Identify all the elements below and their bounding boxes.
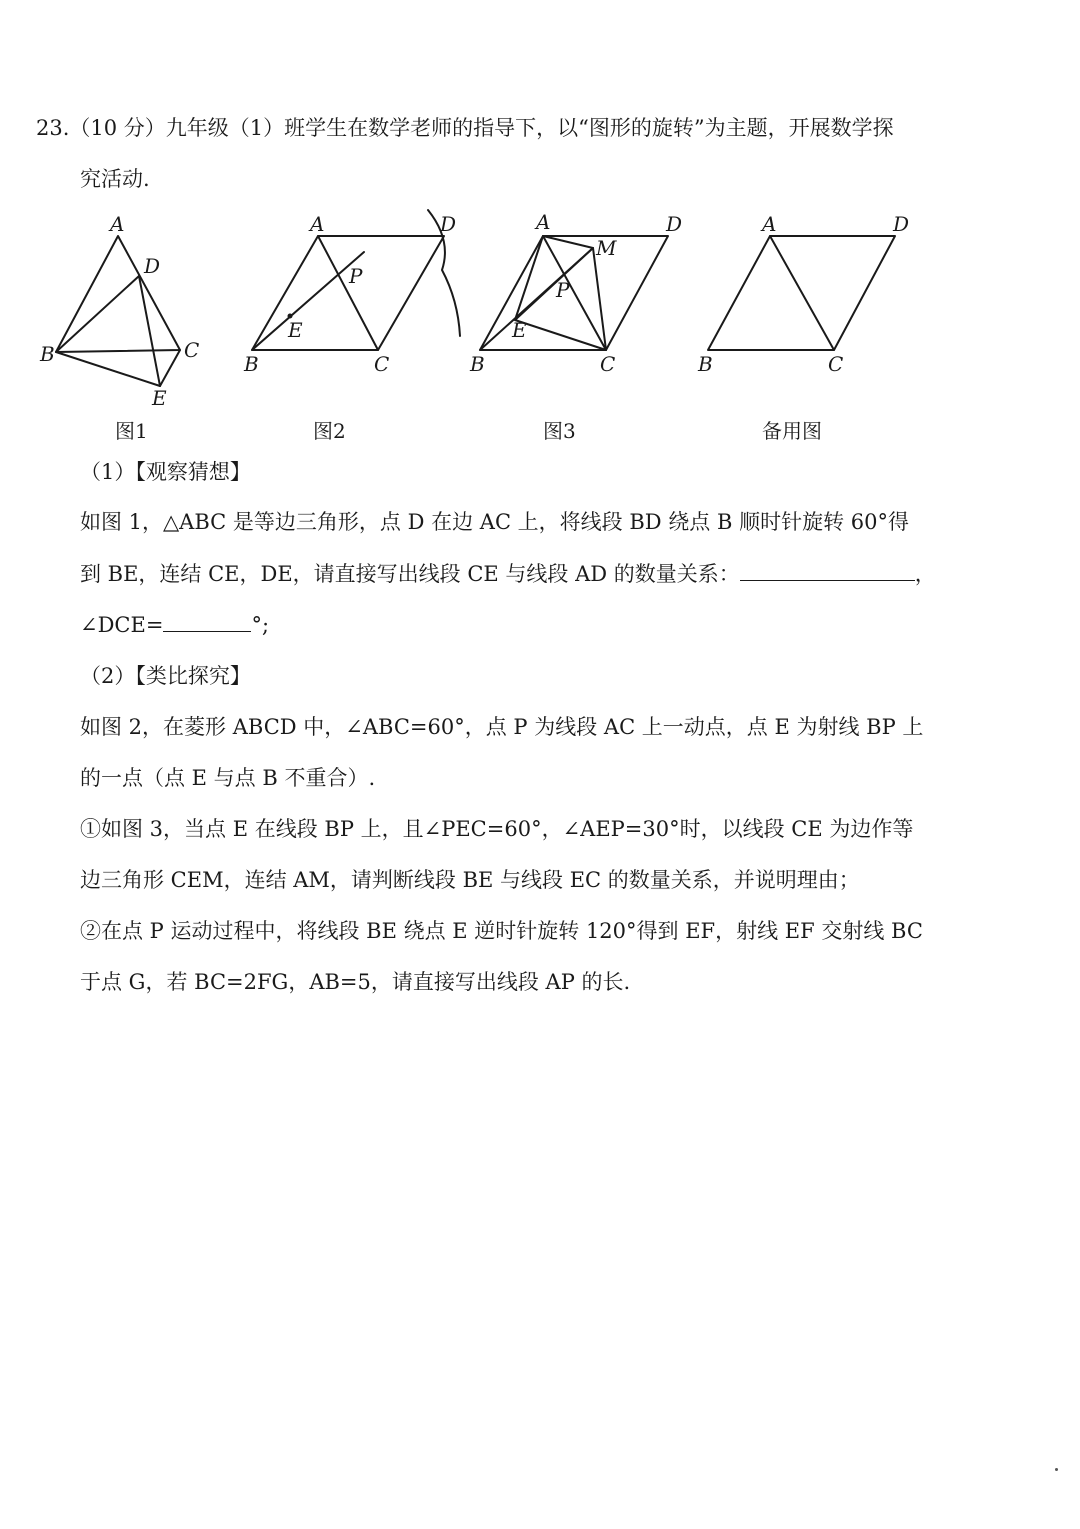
part1-line-3 <box>80 610 269 640</box>
part1-heading: （1）【观察猜想】 <box>80 460 251 484</box>
part2-line-5: ②在点 P 运动过程中，将线段 BE 绕点 E 逆时针旋转 120°得到 EF，射线 EF 交射线 BC <box>80 919 923 943</box>
part2-line-6: 于点 G，若 BC=2FG，AB=5，请直接写出线段 AP 的长. <box>80 970 631 994</box>
spare-label-b: B <box>698 352 713 376</box>
fig2-label-e: E <box>288 318 303 342</box>
fig3-segment-mc <box>593 248 606 350</box>
part1-line-2 <box>80 559 936 589</box>
fig1-label-b: B <box>40 342 55 366</box>
spare-figure-rhombus <box>708 236 895 350</box>
fig3-label-p: P <box>556 278 570 302</box>
fig2-caption: 图2 <box>313 419 346 443</box>
figure-1-triangle <box>56 236 180 386</box>
fig1-label-a: A <box>110 212 125 236</box>
part2-heading: （2）【类比探究】 <box>80 664 251 688</box>
fig1-caption: 图1 <box>115 419 148 443</box>
part1-line-2-text: 到 BE，连结 CE，DE，请直接写出线段 CE 与线段 AD 的数量关系： <box>80 562 740 586</box>
fig3-caption: 图3 <box>543 419 576 443</box>
fig2-label-p: P <box>349 264 363 288</box>
fig3-label-a: A <box>536 210 551 234</box>
fig3-label-d: D <box>666 212 683 236</box>
fig2-label-d: D <box>440 212 457 236</box>
question-line-2: 究活动. <box>80 167 150 191</box>
spare-label-d: D <box>893 212 910 236</box>
spare-figure-caption: 备用图 <box>762 419 822 443</box>
fig1-segment-bd <box>56 276 139 352</box>
figure-3-rhombus <box>480 236 668 350</box>
spare-label-c: C <box>828 352 844 376</box>
fig2-label-c: C <box>374 352 390 376</box>
question-line-1: 23.（10 分）九年级（1）班学生在数学老师的指导下，以“图形的旋转”为主题，开展数学探 <box>36 116 894 140</box>
part2-line-3: ①如图 3，当点 E 在线段 BP 上，且∠PEC=60°，∠AEP=30°时，以线段 CE 为边作等 <box>80 817 914 841</box>
part1-line-2-comma: ， <box>914 562 936 586</box>
part1-line-3-degree: °; <box>251 613 270 637</box>
fig2-ray-bp <box>252 252 364 350</box>
fig1-label-e: E <box>152 386 167 410</box>
spare-diagonal-ac <box>770 236 834 350</box>
spare-label-a: A <box>762 212 777 236</box>
fig3-label-b: B <box>470 352 485 376</box>
answer-blank-ce-ad[interactable] <box>740 562 915 581</box>
answer-blank-angle-dce[interactable] <box>163 613 251 632</box>
fig1-label-c: C <box>184 338 200 362</box>
part1-line-1: 如图 1，△ABC 是等边三角形，点 D 在边 AC 上，将线段 BD 绕点 B 顺时针旋转 60°得 <box>80 510 909 534</box>
part2-line-1: 如图 2，在菱形 ABCD 中，∠ABC=60°，点 P 为线段 AC 上一动点，点 E 为射线 BP 上 <box>80 715 924 739</box>
fig3-label-e: E <box>512 318 527 342</box>
scan-speck <box>1055 1468 1058 1471</box>
fig2-label-b: B <box>244 352 259 376</box>
fig2-label-a: A <box>310 212 325 236</box>
part2-line-4: 边三角形 CEM，连结 AM，请判断线段 BE 与线段 EC 的数量关系，并说明理由； <box>80 868 860 892</box>
fig3-label-c: C <box>600 352 616 376</box>
fig2-diagonal-ac <box>318 236 378 350</box>
part1-line-3-angle: ∠DCE= <box>80 613 164 637</box>
fig3-label-m: M <box>596 236 617 260</box>
fig3-segment-am <box>543 236 593 248</box>
fig1-label-d: D <box>144 254 161 278</box>
fig1-segment-ce <box>160 350 180 386</box>
fig1-segment-be <box>56 352 160 386</box>
part2-line-2: 的一点（点 E 与点 B 不重合）. <box>80 766 376 790</box>
